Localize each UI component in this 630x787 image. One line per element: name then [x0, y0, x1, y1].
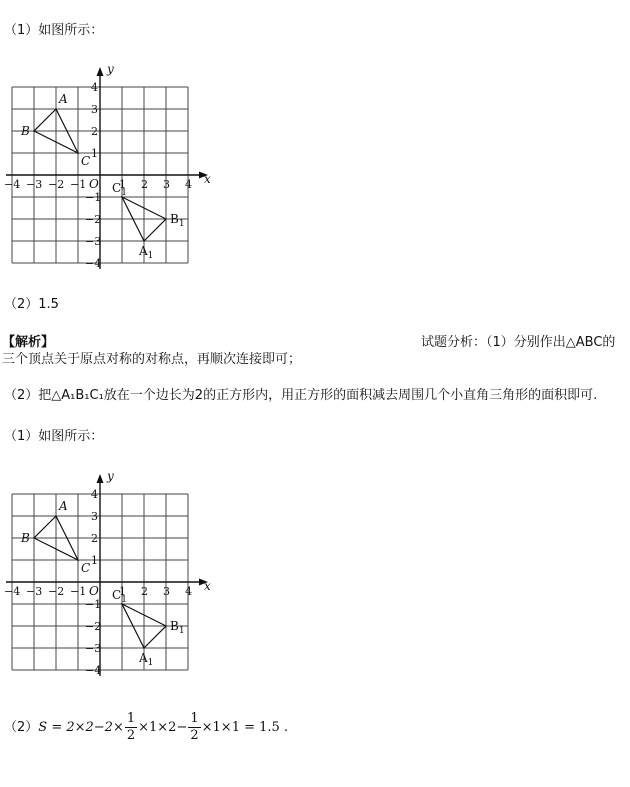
y-tick-label: −2 — [85, 620, 102, 633]
part2-answer-top: （2）1.5 — [4, 297, 59, 312]
y-tick-label: 4 — [91, 488, 98, 501]
vertex-label-b: B — [21, 531, 30, 545]
x-tick-label: 4 — [185, 585, 192, 598]
y-tick-label: 2 — [91, 125, 98, 138]
analysis-part2: （2）把△A₁B₁C₁放在一个边长为2的正方形内，用正方形的面积减去周围几个小直角三角形的面积即可. — [4, 388, 598, 403]
vertex-label-a: A — [59, 499, 68, 513]
vertex-label-c1: $C_1$ — [112, 181, 127, 198]
x-tick-label: 1 — [119, 178, 126, 191]
y-tick-label: −2 — [85, 213, 102, 226]
x-tick-label: −4 — [4, 585, 21, 598]
vertex-label-a: A — [59, 92, 68, 106]
y-tick-label: −4 — [85, 257, 102, 270]
x-axis-label: x — [204, 172, 211, 186]
x-tick-label: −4 — [4, 178, 21, 191]
origin-label: O — [89, 177, 99, 191]
formula-lhs: S = 2×2−2× — [38, 720, 124, 735]
x-tick-label: −1 — [70, 585, 87, 598]
analysis-intro-cont: 三个顶点关于原点对称的对称点，再顺次连接即可； — [2, 352, 302, 367]
x-axis-label: x — [204, 579, 211, 593]
fraction-2-denominator: 2 — [190, 728, 199, 743]
formula-rhs: ×1×1 = 1.5 . — [201, 720, 289, 735]
y-axis-label: y — [107, 469, 114, 483]
x-tick-label: 3 — [163, 178, 170, 191]
y-tick-label: −1 — [85, 598, 102, 611]
x-tick-label: −1 — [70, 178, 87, 191]
vertex-label-b1: $B_1$ — [170, 212, 185, 229]
y-tick-label: 4 — [91, 81, 98, 94]
y-tick-label: 2 — [91, 532, 98, 545]
x-tick-label: 2 — [141, 178, 148, 191]
fraction-half-2 — [188, 711, 200, 744]
y-tick-label: −1 — [85, 191, 102, 204]
y-tick-label: 3 — [91, 103, 98, 116]
formula-prefix: （2） — [4, 720, 39, 735]
vertex-label-a1: $A_1$ — [139, 244, 154, 261]
coordinate-graph-bottom — [0, 465, 230, 680]
vertex-label-c: C — [81, 561, 91, 575]
vertex-label-c1: $C_1$ — [112, 588, 127, 605]
y-tick-label: 1 — [91, 554, 98, 567]
y-axis-arrow-icon — [97, 474, 104, 483]
x-tick-label: −3 — [26, 585, 43, 598]
y-tick-label: −4 — [85, 664, 102, 677]
y-tick-label: 3 — [91, 510, 98, 523]
x-tick-label: −2 — [48, 178, 65, 191]
x-tick-label: −2 — [48, 585, 65, 598]
area-formula — [4, 708, 288, 748]
y-axis-arrow-icon — [97, 67, 104, 76]
vertex-label-b: B — [21, 124, 30, 138]
vertex-label-a1: $A_1$ — [139, 651, 154, 668]
formula-mid: ×1×2− — [138, 720, 188, 735]
vertex-label-c: C — [81, 154, 91, 168]
x-tick-label: 1 — [119, 585, 126, 598]
origin-label: O — [89, 584, 99, 598]
y-tick-label: 1 — [91, 147, 98, 160]
part1-answer-top: （1）如图所示： — [4, 23, 104, 38]
x-tick-label: 2 — [141, 585, 148, 598]
fraction-half-1 — [125, 711, 137, 744]
coordinate-graph-top — [0, 58, 230, 273]
x-tick-label: 3 — [163, 585, 170, 598]
fraction-1-numerator: 1 — [126, 711, 136, 726]
x-tick-label: 4 — [185, 178, 192, 191]
y-tick-label: −3 — [85, 642, 102, 655]
y-axis-label: y — [107, 62, 114, 76]
y-tick-label: −3 — [85, 235, 102, 248]
analysis-heading: 【解析】 — [2, 335, 55, 350]
analysis-intro: 试题分析：（1）分别作出△ABC的 — [421, 335, 616, 350]
fraction-2-numerator: 1 — [190, 711, 199, 726]
vertex-label-b1: $B_1$ — [170, 619, 185, 636]
part1-answer-bottom: （1）如图所示： — [4, 429, 104, 444]
fraction-1-denominator: 2 — [126, 728, 136, 743]
x-tick-label: −3 — [26, 178, 43, 191]
